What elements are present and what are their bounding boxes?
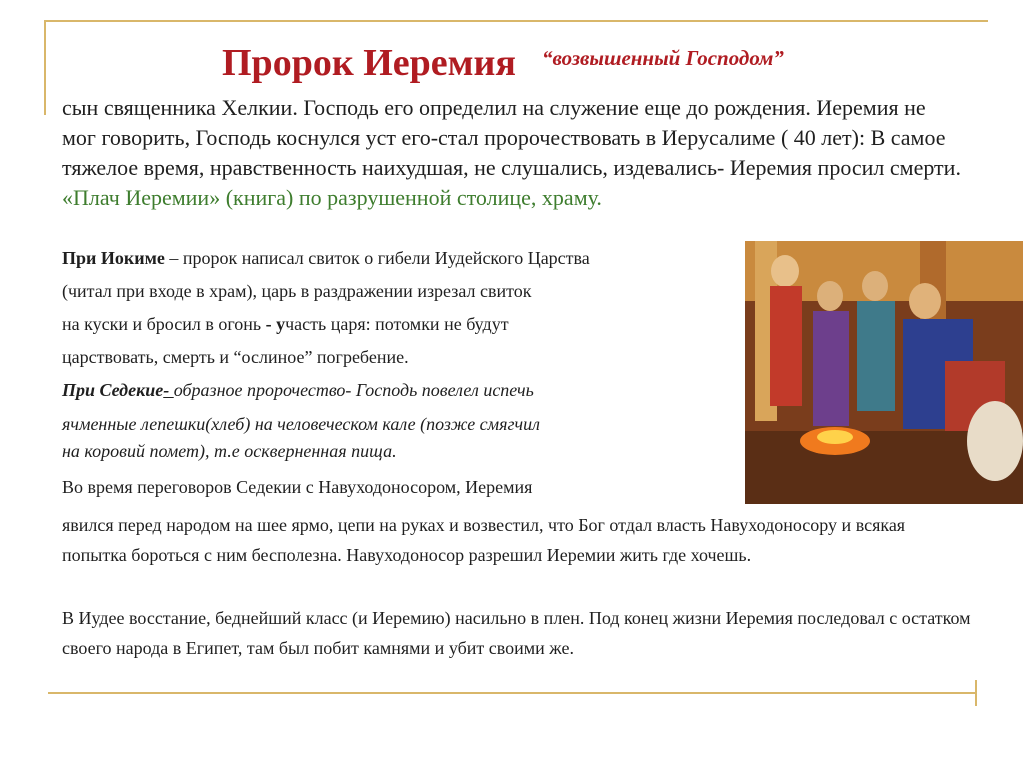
zedekiah-dash: - (163, 380, 174, 400)
line-zedekiah (62, 380, 534, 401)
line-8: Во время переговоров Седекии с Навуходоносором, Иеремия (62, 477, 533, 497)
title-row (222, 41, 784, 85)
line-3-b: часть царя: потомки не будут (285, 314, 509, 334)
line-3-bold: - у (265, 314, 286, 334)
left-rule (44, 20, 46, 115)
line-7: на коровий помет), т.е оскверненная пища. (62, 441, 397, 461)
intro-paragraph (62, 93, 962, 213)
line-2: (читал при входе в храм), царь в раздражении изрезал свиток (62, 281, 532, 301)
line-3 (62, 314, 509, 335)
jehoiakim-label: При Иокиме (62, 248, 165, 268)
paragraph-yoke: явился перед народом на шее ярмо, цепи на руках и возвестил, что Бог отдал власть Навуходоносору и всякая попытка бороться с ним бесполезна. Навуходоносор разрешил Иеремии жить где хочешь. (62, 515, 906, 565)
intro-text: сын священника Хелкии. Господь его определил на служение еще до рождения. Иеремия не мог говорить, Господь коснулся уст его-стал пророчествовать в Иерусалиме ( 40 лет): В самое тяжелое время, нравственность наихудшая, не слушались, издевались- Иеремия просил смерти. (62, 95, 961, 180)
line-jehoiakim (62, 248, 590, 269)
line-4: царствовать, смерть и “ослиное” погребение. (62, 347, 409, 367)
top-rule (44, 20, 988, 22)
page-title: Пророк Иеремия (222, 42, 516, 84)
zedekiah-label: При Седекие (62, 380, 164, 400)
bottom-rule (48, 692, 976, 694)
page-subtitle: “возвышенный Господом” (541, 46, 784, 70)
intro-green-text: «Плач Иеремии» (книга) по разрушенной столице, храму. (62, 185, 602, 210)
jehoiakim-text: – пророк написал свиток о гибели Иудейского Царства (164, 248, 590, 268)
painting-image (745, 241, 1023, 504)
right-rule (975, 680, 977, 706)
line-3-a: на куски и бросил в огонь (62, 314, 266, 334)
zedekiah-text: образное пророчество- Господь повелел испечь (173, 380, 534, 400)
paragraph-uprising: В Иудее восстание, беднейший класс (и Иеремию) насильно в плен. Под конец жизни Иеремия последовал с остатком своего народа в Египет, там был побит камнями и убит своими же. (62, 608, 971, 658)
painting-svg (745, 241, 1023, 504)
line-6: ячменные лепешки(хлеб) на человеческом кале (позже смягчил (62, 414, 540, 434)
